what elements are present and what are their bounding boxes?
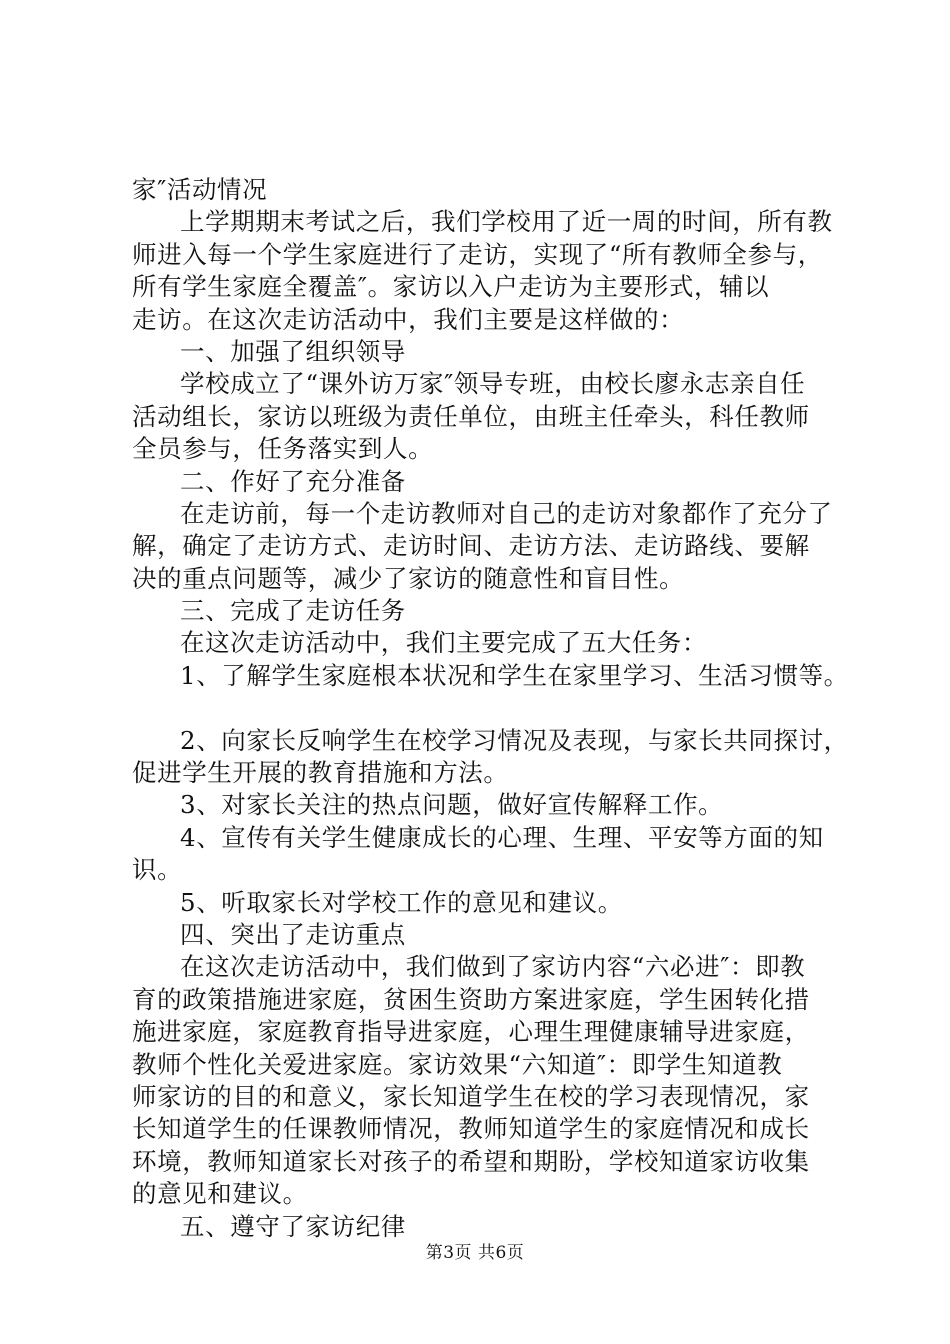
text-line: 活动组长，家访以班级为责任单位，由班主任牵头，科任教师 xyxy=(132,401,810,431)
text-line: 施进家庭，家庭教育指导进家庭，心理生理健康辅导进家庭， xyxy=(132,1017,810,1047)
text-line: 4、宣传有关学生健康成长的心理、生理、平安等方面的知 xyxy=(180,822,824,852)
text-line: 在这次走访活动中，我们主要完成了五大任务： xyxy=(180,628,708,658)
text-line: 解，确定了走访方式、走访时间、走访方法、走访路线、要解 xyxy=(132,531,810,561)
text-line: 四、突出了走访重点 xyxy=(180,919,406,949)
blank-line xyxy=(132,692,852,724)
text-line: 所有学生家庭全覆盖″。家访以入户走访为主要形式，辅以 xyxy=(132,272,770,302)
text-line: 学校成立了“课外访万家″领导专班，由校长廖永志亲自任 xyxy=(180,369,806,399)
text-line: 师家访的目的和意义，家长知道学生在校的学习表现情况，家 xyxy=(132,1081,810,1111)
text-line: 育的政策措施进家庭，贫困生资助方案进家庭，学生困转化措 xyxy=(132,984,810,1014)
text-line: 识。 xyxy=(132,855,183,885)
text-line: 一、加强了组织领导 xyxy=(180,336,406,366)
text-line: 5、听取家长对学校工作的意见和建议。 xyxy=(180,887,623,917)
text-line: 三、完成了走访任务 xyxy=(180,596,406,626)
text-line: 师进入每一个学生家庭进行了走访，实现了“所有教师全参与， xyxy=(132,239,823,269)
text-line: 在这次走访活动中，我们做到了家访内容“六必进″：即教 xyxy=(180,952,806,982)
text-line: 全员参与，任务落实到人。 xyxy=(132,434,434,464)
text-line: 2、向家长反响学生在校学习情况及表现，与家长共同探讨， xyxy=(180,725,849,755)
text-line: 家″活动情况 xyxy=(132,175,268,204)
text-line: 教师个性化关爱进家庭。家访效果“六知道″：即学生知道教 xyxy=(132,1049,783,1079)
text-line: 长知道学生的任课教师情况，教师知道学生的家庭情况和成长 xyxy=(132,1114,810,1144)
document-body xyxy=(132,174,852,1243)
text-line: 1、了解学生家庭根本状况和学生在家里学习、生活习惯等。 xyxy=(180,660,849,690)
text-line: 在走访前，每一个走访教师对自己的走访对象都作了充分了 xyxy=(180,498,833,528)
text-line: 走访。在这次走访活动中，我们主要是这样做的： xyxy=(132,304,685,334)
text-line: 上学期期末考试之后，我们学校用了近一周的时间，所有教 xyxy=(180,207,833,237)
text-line: 3、对家长关注的热点问题，做好宣传解释工作。 xyxy=(180,790,724,820)
text-line: 的意见和建议。 xyxy=(132,1179,308,1209)
text-line: 二、作好了充分准备 xyxy=(180,466,406,496)
text-line: 促进学生开展的教育措施和方法。 xyxy=(132,758,509,788)
text-line: 决的重点问题等，减少了家访的随意性和盲目性。 xyxy=(132,563,685,593)
text-line: 五、遵守了家访纪律 xyxy=(180,1211,406,1241)
text-line: 环境，教师知道家长对孩子的希望和期盼，学校知道家访收集 xyxy=(132,1146,810,1176)
page-footer: 第3页 共6页 xyxy=(425,1243,525,1263)
